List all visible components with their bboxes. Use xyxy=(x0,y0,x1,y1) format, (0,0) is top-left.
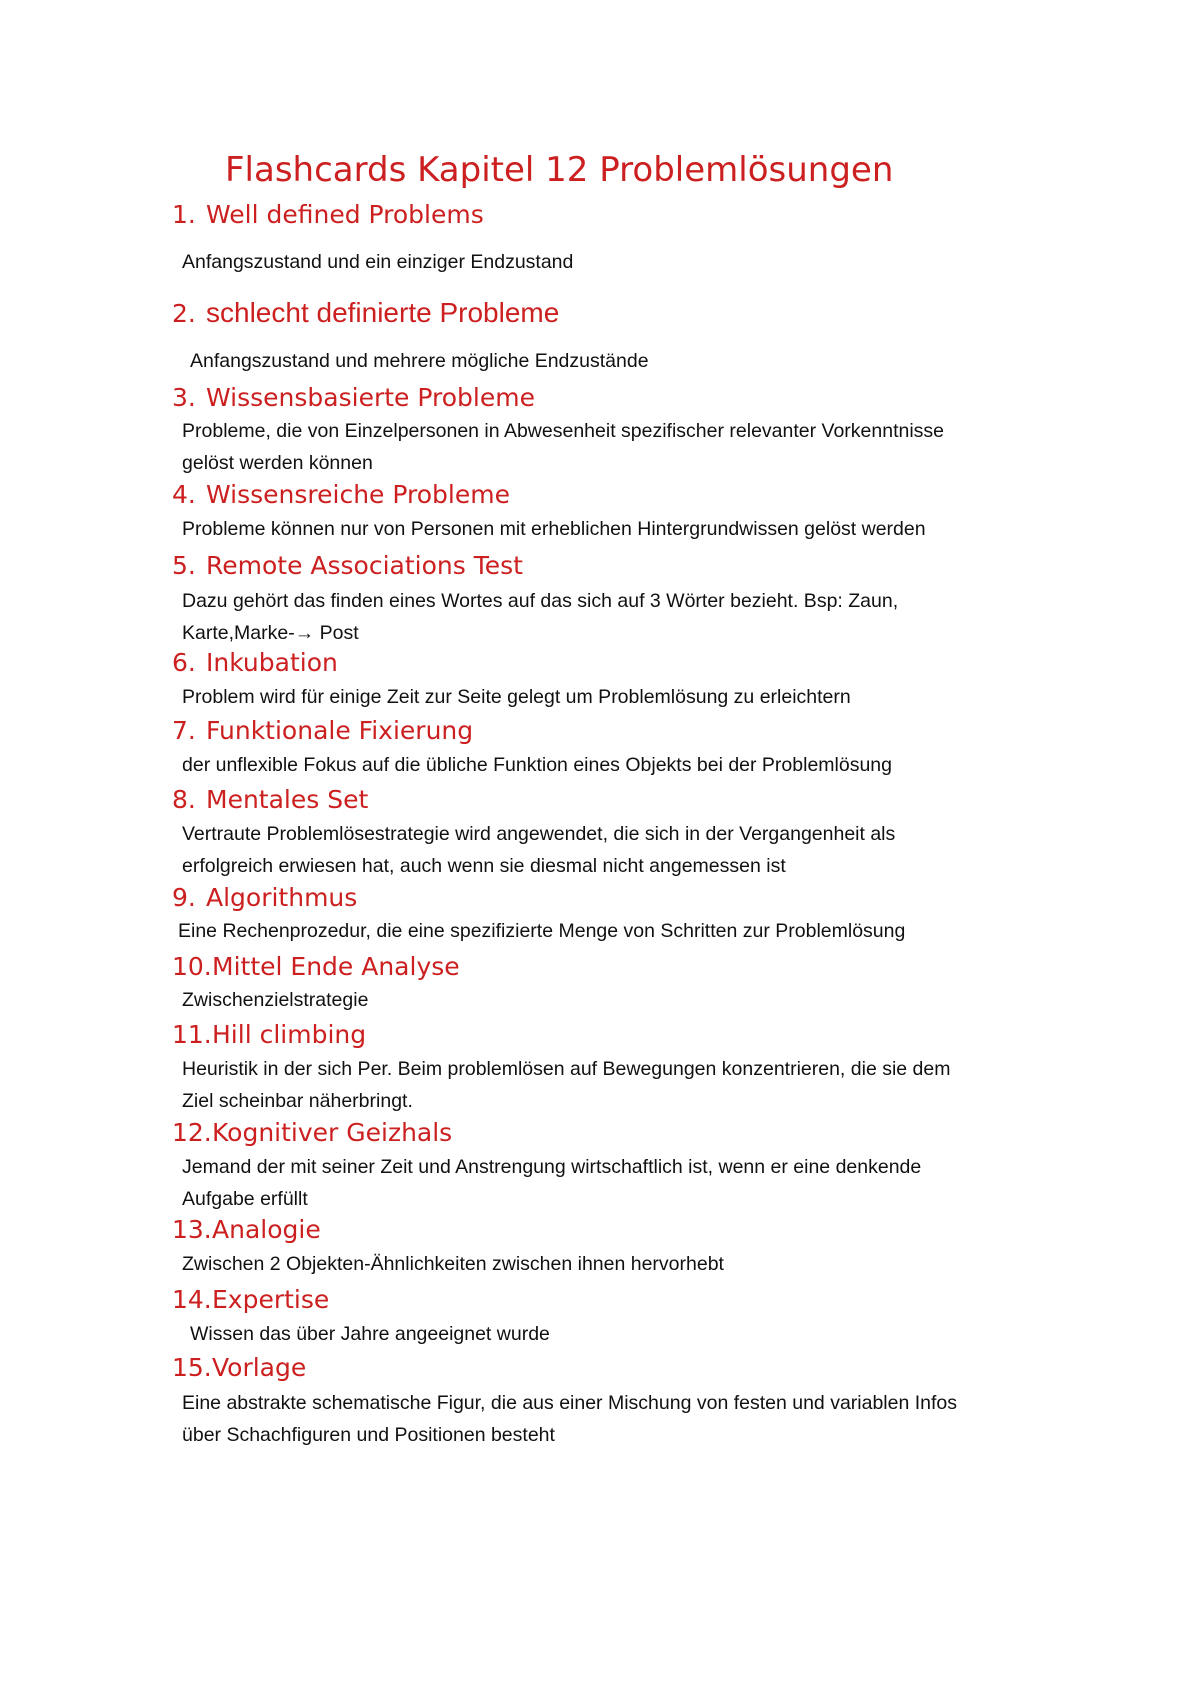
flashcard-term xyxy=(172,882,1072,914)
flashcard-number: 15. xyxy=(172,1353,212,1382)
flashcard-term xyxy=(172,647,1072,679)
flashcard-term xyxy=(172,199,1072,231)
flashcard-term xyxy=(172,951,1072,983)
flashcard-number: 3. xyxy=(172,383,196,412)
flashcard-term xyxy=(172,1117,1072,1149)
flashcard-definition-line: Probleme können nur von Personen mit erheblichen Hintergrundwissen gelöst werden xyxy=(182,518,926,540)
flashcard-definition-line: Jemand der mit seiner Zeit und Anstrengung wirtschaftlich ist, wenn er eine denkende xyxy=(182,1156,922,1178)
flashcard-term xyxy=(172,715,1072,747)
flashcard-number: 10. xyxy=(172,952,212,981)
flashcard-definition-line: Problem wird für einige Zeit zur Seite gelegt um Problemlösung zu erleichtern xyxy=(182,686,851,708)
flashcard-term-text: Hill climbing xyxy=(212,1020,367,1049)
flashcard-term xyxy=(172,1284,1072,1316)
flashcard-term-text: Well defined Problems xyxy=(206,200,484,229)
flashcard-definition-line: Heuristik in der sich Per. Beim problemlösen auf Bewegungen konzentrieren, die sie dem xyxy=(182,1058,951,1080)
flashcard-term xyxy=(172,550,1072,582)
flashcard-definition-line: Dazu gehört das finden eines Wortes auf das sich auf 3 Wörter bezieht. Bsp: Zaun, xyxy=(182,590,899,612)
flashcard-term xyxy=(172,784,1072,816)
flashcard-term-text: Expertise xyxy=(212,1285,330,1314)
flashcard-number: 1. xyxy=(172,200,196,229)
flashcard-number: 8. xyxy=(172,785,196,814)
flashcard-number: 12. xyxy=(172,1118,212,1147)
flashcard-definition-line: Probleme, die von Einzelpersonen in Abwesenheit spezifischer relevanter Vorkenntnisse xyxy=(182,420,945,442)
flashcard-term-text: Wissensbasierte Probleme xyxy=(206,383,535,412)
flashcard-term-text: schlecht definierte Probleme xyxy=(206,297,560,328)
flashcard-number: 14. xyxy=(172,1285,212,1314)
flashcard-term-text: Algorithmus xyxy=(206,883,358,912)
flashcard-definition-line: Zwischenzielstrategie xyxy=(182,989,369,1011)
flashcard-number: 13. xyxy=(172,1215,212,1244)
flashcard-term-text: Wissensreiche Probleme xyxy=(206,480,510,509)
flashcard-definition-line: erfolgreich erwiesen hat, auch wenn sie diesmal nicht angemessen ist xyxy=(182,855,786,877)
flashcard-definition-line: der unflexible Fokus auf die übliche Funktion eines Objekts bei der Problemlösung xyxy=(182,754,892,776)
flashcard-term xyxy=(172,297,1072,330)
flashcard-definition-line: Wissen das über Jahre angeeignet wurde xyxy=(190,1323,550,1345)
flashcard-number: 2. xyxy=(172,299,196,328)
flashcard-definition-line: Vertraute Problemlösestrategie wird angewendet, die sich in der Vergangenheit als xyxy=(182,823,896,845)
flashcard-term-text: Kognitiver Geizhals xyxy=(212,1118,453,1147)
flashcard-definition-line: gelöst werden können xyxy=(182,452,373,474)
flashcard-definition-line: Eine Rechenprozedur, die eine spezifizierte Menge von Schritten zur Problemlösung xyxy=(178,920,906,942)
flashcard-number: 11. xyxy=(172,1020,212,1049)
flashcard-number: 4. xyxy=(172,480,196,509)
flashcard-term-text: Funktionale Fixierung xyxy=(206,716,474,745)
flashcard-definition-line: Anfangszustand und ein einziger Endzustand xyxy=(182,251,574,273)
flashcard-term xyxy=(172,1019,1072,1051)
flashcard-number: 7. xyxy=(172,716,196,745)
flashcard-number: 6. xyxy=(172,648,196,677)
flashcard-definition-line: Anfangszustand und mehrere mögliche Endzustände xyxy=(190,350,649,372)
page-title: Flashcards Kapitel 12 Problemlösungen xyxy=(225,150,894,190)
flashcard-definition-line: Zwischen 2 Objekten-Ähnlichkeiten zwischen ihnen hervorhebt xyxy=(182,1253,724,1275)
flashcard-definition-line: Karte,Marke-→ Post xyxy=(182,622,359,644)
flashcard-number: 5. xyxy=(172,551,196,580)
flashcard-term-text: Inkubation xyxy=(206,648,338,677)
flashcard-term xyxy=(172,1214,1072,1246)
flashcard-definition-line: über Schachfiguren und Positionen besteht xyxy=(182,1424,555,1446)
flashcard-term-text: Mittel Ende Analyse xyxy=(212,952,460,981)
flashcard-term xyxy=(172,382,1072,414)
flashcard-term-text: Mentales Set xyxy=(206,785,369,814)
flashcard-definition-line: Aufgabe erfüllt xyxy=(182,1188,308,1210)
flashcard-number: 9. xyxy=(172,883,196,912)
flashcard-term-text: Vorlage xyxy=(212,1353,307,1382)
flashcard-definition-line: Eine abstrakte schematische Figur, die aus einer Mischung von festen und variablen Infos xyxy=(182,1392,958,1414)
flashcard-term xyxy=(172,479,1072,511)
flashcard-definition-line: Ziel scheinbar näherbringt. xyxy=(182,1090,413,1112)
flashcard-term-text: Analogie xyxy=(212,1215,321,1244)
flashcard-term-text: Remote Associations Test xyxy=(206,551,523,580)
flashcard-term xyxy=(172,1352,1072,1384)
